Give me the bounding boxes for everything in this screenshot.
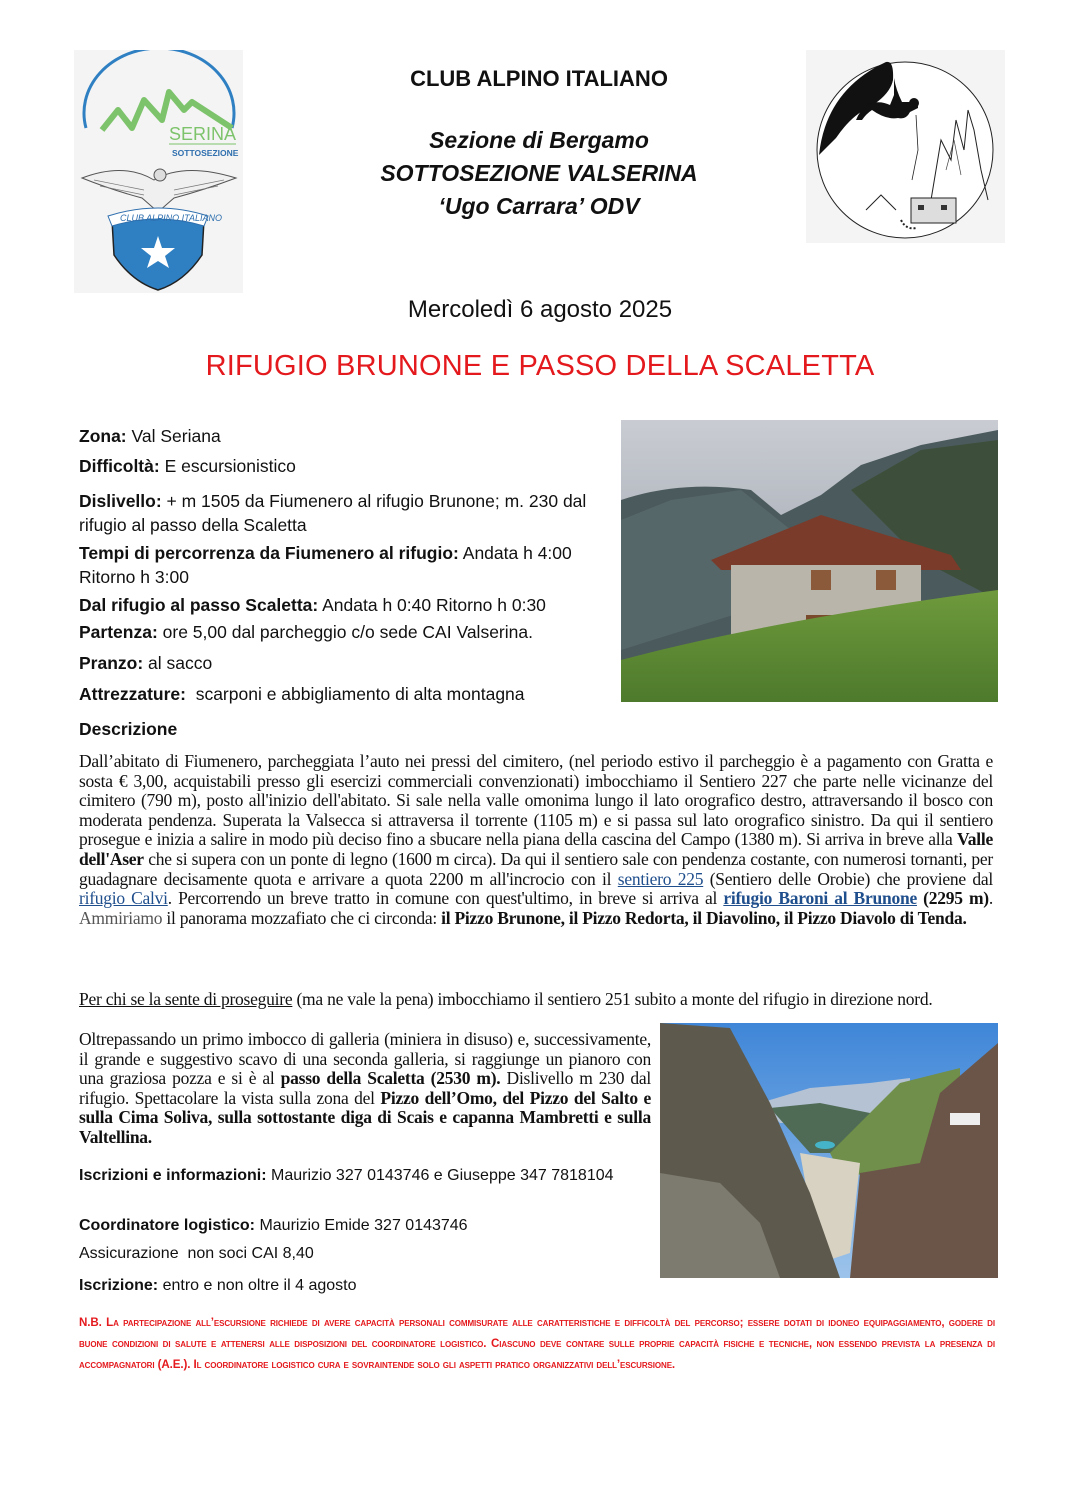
contact-coordinatore: Coordinatore logistico: Maurizio Emide 327 0143746	[79, 1217, 468, 1234]
contact-iscrizioni: Iscrizioni e informazioni: Maurizio 327 0143746 e Giuseppe 347 7818104	[79, 1167, 614, 1184]
info-dal-rifugio: Dal rifugio al passo Scaletta: Andata h 0:40 Ritorno h 0:30	[79, 595, 546, 615]
info-pranzo: Pranzo: al sacco	[79, 653, 213, 673]
passo-scaletta-photo	[660, 1023, 998, 1278]
description-heading: Descrizione	[79, 719, 178, 739]
info-attrezzature: Attrezzature: scarponi e abbigliamento di alta montagna	[79, 684, 525, 704]
subsection-name: SOTTOSEZIONE VALSERINA	[380, 160, 698, 186]
association-name: ‘Ugo Carrara’ ODV	[438, 193, 640, 219]
section-block	[300, 124, 778, 223]
sentiero-225-link[interactable]: sentiero 225	[617, 868, 704, 889]
svg-text:SOTTOSEZIONE: SOTTOSEZIONE	[172, 148, 239, 158]
cai-valserina-logo	[74, 50, 243, 293]
event-date: Mercoledì 6 agosto 2025	[407, 296, 673, 323]
rifugio-baroni-link[interactable]: rifugio Baroni al Brunone	[723, 888, 917, 909]
climber-logo	[806, 50, 1005, 243]
rifugio-photo-image	[621, 420, 998, 702]
rifugio-brunone-photo	[621, 420, 998, 702]
info-zona: Zona: Val Seriana	[79, 426, 221, 446]
contact-assicurazione: Assicurazione non soci CAI 8,40	[79, 1245, 314, 1262]
info-dislivello: Dislivello: + m 1505 da Fiumenero al rifugio Brunone; m. 230 dal rifugio al passo della Scaletta	[79, 491, 587, 535]
info-partenza: Partenza: ore 5,00 dal parcheggio c/o sede CAI Valserina.	[79, 622, 533, 642]
section-name: Sezione di Bergamo	[429, 127, 649, 153]
disclaimer-note: N.B. La partecipazione all’escursione richiede di avere capacità personali commisurate alle caratteristiche e difficoltà del percorso; essere dotati di idoneo equipaggiamento, godere di buone condizioni di salute e attenersi alle disposizioni del coordinatore logistico. Ciascuno deve contare sulle proprie capacità fisiche e tecniche, non essendo prevista la presenza di accompagnatori (A.E.). Il coordinatore logistico cura e sovraintende solo gli aspetti pratico organizzativi dell’escursione.	[79, 1316, 995, 1372]
description-paragraph-2: Oltrepassando un primo imbocco di galleria (miniera in disuso) e, successivamente, il grande e suggestivo scavo di una seconda galleria, si raggiunge un pianoro con una graziosa pozza e si è al passo della Scaletta (2530 m). Dislivello m 230 dal rifugio. Spettacolare la vista sulla zona del Pizzo dell’Omo, del Pizzo del Salto e sulla Cima Soliva, sulla sottostante diga di Scais e capanna Mambretti e sulla Valtellina.	[79, 1029, 652, 1147]
event-title: RIFUGIO BRUNONE E PASSO DELLA SCALETTA	[205, 350, 875, 382]
contact-iscrizione-deadline: Iscrizione: entro e non oltre il 4 agosto	[79, 1277, 357, 1294]
rifugio-calvi-link[interactable]: rifugio Calvi	[79, 888, 168, 909]
organization-name: CLUB ALPINO ITALIANO	[410, 66, 668, 91]
passo-photo-image	[660, 1023, 998, 1278]
description-paragraph-2-intro: Per chi se la sente di proseguire (ma ne vale la pena) imbocchiamo il sentiero 251 subito a monte del rifugio in direzione nord.	[79, 989, 933, 1009]
description-paragraph-1: Dall’abitato di Fiumenero, parcheggiata l’auto nei pressi del cimitero, (nel periodo estivo il parcheggio è a pagamento con Gratta e sosta € 3,00, acquistabili presso gli esercizi commerciali convenzionati) imbocchiamo il Sentiero 227 che parte nelle vicinanze del cimitero (790 m), posto all'inizio dell'abitato. Si sale nella valle omonima lungo il lato orografico destro, attraversando il bosco con moderata pendenza. Superata la Valsecca si attraversa il torrente (1105 m) e si passa sul lato orografico sinistro. Da qui il sentiero prosegue e inizia a salire in modo più deciso fino a sbucare nella piana della cascina del Campo (1380 m). Si arriva in breve alla Valle dell'Aser che si supera con un ponte di legno (1600 m circa). Da qui il sentiero sale con pendenza costante, con numerosi tornanti, per guadagnare decisamente quota e arrivare a quota 2200 m all'incrocio con il sentiero 225 (Sentiero delle Orobie) che proviene dal rifugio Calvi. Percorrendo un breve tratto in comune con quest'ultimo, in breve si arriva al rifugio Baroni al Brunone (2295 m). Ammiriamo il panorama mozzafiato che ci circonda: il Pizzo Brunone, il Pizzo Redorta, il Diavolino, il Pizzo Diavolo di Tenda.	[79, 751, 994, 928]
svg-text:CLUB ALPINO ITALIANO: CLUB ALPINO ITALIANO	[120, 213, 223, 223]
info-difficolta: Difficoltà: E escursionistico	[79, 456, 296, 476]
info-tempi: Tempi di percorrenza da Fiumenero al rifugio: Andata h 4:00 Ritorno h 3:00	[79, 543, 572, 587]
svg-text:SERINA: SERINA	[169, 124, 237, 144]
cai-eagle-shield-icon	[74, 50, 243, 293]
climber-rifugio-icon	[806, 50, 1005, 243]
